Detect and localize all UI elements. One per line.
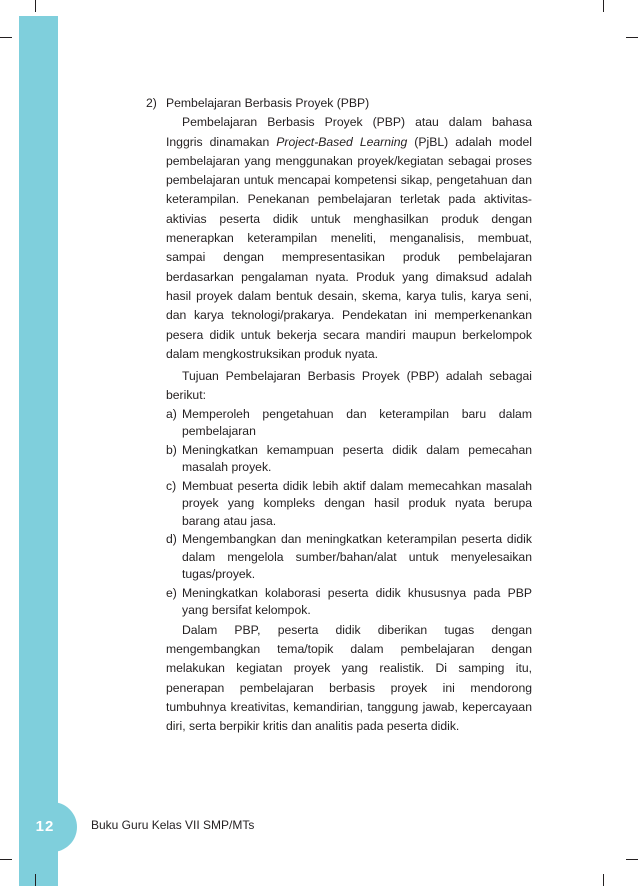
section-number: 2) — [146, 96, 157, 110]
crop-mark-top-left-h — [0, 37, 12, 38]
list-item-text: Meningkatkan kolaborasi peserta didik khususnya pada PBP yang bersifat kelompok. — [182, 585, 532, 618]
list-marker: b) — [166, 442, 177, 457]
list-item — [166, 442, 532, 477]
page-content — [146, 94, 532, 737]
crop-mark-top-right-h — [626, 37, 638, 38]
crop-mark-bottom-right-v — [603, 874, 604, 886]
list-item — [166, 531, 532, 583]
definition-text-start: Pembelajaran Berbasis Proyek (PBP) atau dalam bahasa Inggris dinamakan — [166, 115, 532, 149]
crop-mark-bottom-right-h — [626, 859, 638, 860]
crop-mark-bottom-left-v — [35, 874, 36, 886]
side-color-bar — [19, 16, 58, 886]
list-item-text: Memperoleh pengetahuan dan keterampilan baru dalam pembelajaran — [182, 406, 532, 439]
paragraph-definition — [166, 113, 532, 364]
list-marker: e) — [166, 585, 177, 600]
list-item — [166, 406, 532, 441]
list-marker: a) — [166, 406, 177, 421]
list-item — [166, 478, 532, 530]
paragraph-pbp-application: Dalam PBP, peserta didik diberikan tugas dengan mengembangkan tema/topik dalam pembelajaran dengan melakukan kegiatan proyek yang realistik. Di samping itu, penerapan pembelajaran berbasis proyek ini mendorong tumbuhnya kreativitas, kemandirian, tanggung jawab, kepercayaan diri, serta berpikir kritis dan analitis pada peserta didik. — [166, 622, 532, 734]
crop-mark-top-right-v — [603, 0, 604, 12]
list-item-text: Mengembangkan dan meningkatkan keterampilan peserta didik dalam mengelola sumber/bahan/alat untuk menyelesaikan tugas/proyek. — [182, 532, 532, 581]
definition-term-italic: Project-Based Learning — [276, 134, 408, 149]
list-item — [166, 585, 532, 620]
definition-text-end: (PjBL) adalah model pembelajaran yang menggunakan proyek/kegiatan sebagai proses pembelajaran untuk mencapai kompetensi sikap, pengetahuan dan keterampilan. Penekanan pembelajaran terletak pada aktivitas-aktivias peserta didik untuk menghasilkan produk dengan menerapkan keterampilan meneliti, menganalisis, membuat, sampai dengan mempresentasikan produk pembelajaran berdasarkan pengalaman nyata. Produk yang dimaksud adalah hasil proyek dalam bentuk desain, skema, karya tulis, karya seni, dan karya teknologi/prakarya. Pendekatan ini memperkenankan pesera didik untuk bekerja secara mandiri maupun berkelompok dalam mengkostruksikan produk nyata. — [166, 134, 533, 361]
section-title: Pembelajaran Berbasis Proyek (PBP) — [166, 96, 370, 110]
book-title-footer: Buku Guru Kelas VII SMP/MTs — [91, 818, 255, 832]
page-number: 12 — [35, 818, 55, 835]
crop-mark-top-left-v — [35, 0, 36, 12]
list-marker: d) — [166, 532, 177, 547]
list-item-text: Meningkatkan kemampuan peserta didik dalam pemecahan masalah proyek. — [182, 442, 532, 475]
list-marker: c) — [166, 478, 177, 493]
paragraph-goals-intro: Tujuan Pembelajaran Berbasis Proyek (PBP) adalah sebagai berikut: — [166, 369, 532, 403]
goals-list — [166, 406, 532, 620]
crop-mark-bottom-left-h — [0, 859, 12, 860]
section-heading — [146, 94, 532, 113]
list-item-text: Membuat peserta didik lebih aktif dalam memecahkan masalah proyek yang kompleks dengan hasil produk nyata berupa barang atau jasa. — [182, 478, 532, 528]
